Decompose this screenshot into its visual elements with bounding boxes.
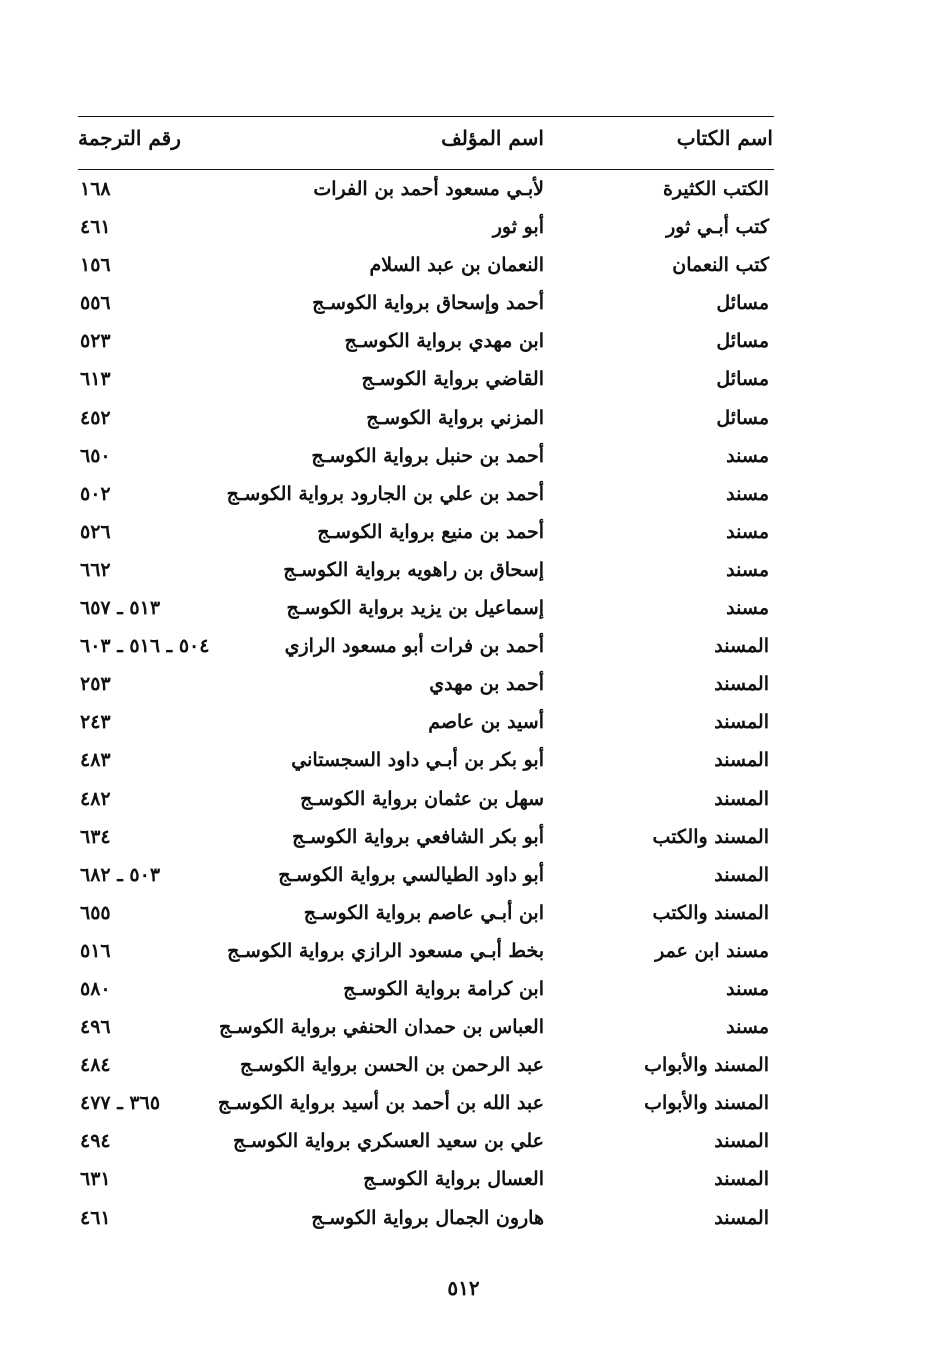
table-row	[0, 1207, 927, 1245]
table-row	[0, 521, 927, 559]
author-name-cell: أسيد بن عاصم	[428, 711, 544, 734]
translation-number-cell: ٦٥٠	[80, 444, 111, 467]
translation-number-cell: ٥٥٦	[80, 292, 111, 315]
book-name-cell: المسند	[714, 1168, 769, 1191]
table-row	[0, 292, 927, 330]
table-row	[0, 673, 927, 711]
book-name-cell: المسند والكتب	[652, 901, 769, 924]
table-row	[0, 216, 927, 254]
book-name-cell: المسند	[714, 635, 769, 658]
table-row	[0, 788, 927, 826]
translation-number-cell: ٥١٦	[80, 939, 111, 962]
book-name-cell: مسائل	[716, 368, 769, 391]
table-row	[0, 940, 927, 978]
translation-number-cell: ٤٩٦	[80, 1016, 111, 1039]
author-name-cell: أحمد بن حنبل برواية الكوسـج	[311, 444, 544, 467]
book-name-cell: المسند والأبواب	[644, 1092, 769, 1115]
translation-number-cell: ٢٤٣	[80, 711, 111, 734]
author-name-cell: ابن مهدي برواية الكوسـج	[344, 330, 544, 353]
table-row	[0, 978, 927, 1016]
translation-number-cell: ٦٣٤	[80, 825, 111, 848]
book-name-cell: المسند	[714, 863, 769, 886]
table-row	[0, 178, 927, 216]
translation-number-cell: ٤٨٢	[80, 787, 111, 810]
author-name-cell: العباس بن حمدان الحنفي برواية الكوسـج	[218, 1016, 544, 1039]
book-name-cell: مسائل	[716, 330, 769, 353]
header-translation-number: رقم الترجمة	[78, 126, 181, 150]
translation-number-cell: ٤٦١	[80, 1206, 111, 1229]
book-name-cell: المسند	[714, 749, 769, 772]
translation-number-cell: ٥٢٦	[80, 520, 111, 543]
translation-number-cell: ٤٨٣	[80, 749, 111, 772]
author-name-cell: أبو بكر الشافعي برواية الكوسـج	[292, 825, 544, 848]
table-row	[0, 254, 927, 292]
book-name-cell: مسند	[726, 597, 769, 620]
book-name-cell: كتب أبـي ثور	[666, 216, 769, 239]
author-name-cell: أبو ثور	[492, 216, 544, 239]
translation-number-cell: ٤٦١	[80, 216, 111, 239]
book-name-cell: مسند	[726, 1016, 769, 1039]
book-name-cell: المسند	[714, 787, 769, 810]
author-name-cell: بخط أبـي مسعود الرازي برواية الكوسـج	[227, 939, 544, 962]
page-number: ٥١٢	[447, 1276, 480, 1300]
book-name-cell: المسند	[714, 1130, 769, 1153]
book-name-cell: مسائل	[716, 292, 769, 315]
author-name-cell: علي بن سعيد العسكري برواية الكوسـج	[233, 1130, 544, 1153]
author-name-cell: إسحاق بن راهويه برواية الكوسـج	[283, 558, 544, 581]
table-row	[0, 407, 927, 445]
translation-number-cell: ٤٥٢	[80, 406, 111, 429]
author-name-cell: أحمد بن مهدي	[429, 673, 544, 696]
table-row	[0, 1016, 927, 1054]
book-name-cell: مسند	[726, 482, 769, 505]
author-name-cell: ابن كرامة برواية الكوسـج	[343, 977, 544, 1000]
table-row	[0, 826, 927, 864]
translation-number-cell: ١٦٨	[80, 178, 111, 200]
book-name-cell: مسائل	[716, 406, 769, 429]
table-row	[0, 1054, 927, 1092]
book-name-cell: المسند والكتب	[652, 825, 769, 848]
author-name-cell: عبد الله بن أحمد بن أسيد برواية الكوسـج	[217, 1092, 544, 1115]
table-row	[0, 749, 927, 787]
book-name-cell: المسند	[714, 673, 769, 696]
book-name-cell: مسند	[726, 520, 769, 543]
author-name-cell: أبو بكر بن أبـي داود السجستاني	[291, 749, 544, 772]
translation-number-cell: ٥٢٣	[80, 330, 111, 353]
table-row	[0, 559, 927, 597]
table-row	[0, 1168, 927, 1206]
book-name-cell: المسند	[714, 1206, 769, 1229]
translation-number-cell: ٥١٣ ـ ٦٥٧	[80, 597, 161, 620]
table-row	[0, 1130, 927, 1168]
translation-number-cell: ٥٠٤ ـ ٥١٦ ـ ٦٠٣	[80, 635, 210, 658]
author-name-cell: القاضي برواية الكوسـج	[361, 368, 544, 391]
translation-number-cell: ٢٥٣	[80, 673, 111, 696]
translation-number-cell: ٥٠٣ ـ ٦٨٢	[80, 863, 161, 886]
author-name-cell: العسال برواية الكوسـج	[363, 1168, 544, 1191]
top-rule	[78, 116, 774, 117]
author-name-cell: أحمد بن علي بن الجارود برواية الكوسـج	[226, 482, 544, 505]
header-rule	[78, 169, 774, 170]
translation-number-cell: ٦٣١	[80, 1168, 111, 1191]
book-name-cell: كتب النعمان	[672, 254, 769, 277]
book-name-cell: مسند	[726, 444, 769, 467]
author-name-cell: النعمان بن عبد السلام	[369, 254, 544, 277]
translation-number-cell: ٥٠٢	[80, 482, 111, 505]
author-name-cell: أحمد وإسحاق برواية الكوسـج	[312, 292, 544, 315]
table-row	[0, 902, 927, 940]
translation-number-cell: ٤٨٤	[80, 1054, 111, 1077]
author-name-cell: هارون الجمال برواية الكوسـج	[311, 1206, 544, 1229]
header-book-name: اسم الكتاب	[676, 126, 773, 150]
author-name-cell: أحمد بن فرات أبو مسعود الرازي	[284, 635, 544, 658]
table-row	[0, 1092, 927, 1130]
author-name-cell: أبو داود الطيالسي برواية الكوسـج	[278, 863, 544, 886]
book-name-cell: مسند	[726, 558, 769, 581]
header-author-name: اسم المؤلف	[441, 126, 544, 150]
translation-number-cell: ٤٩٤	[80, 1130, 111, 1153]
author-name-cell: سهل بن عثمان برواية الكوسـج	[300, 787, 544, 810]
translation-number-cell: ٦٦٢	[80, 558, 111, 581]
table-row	[0, 330, 927, 368]
book-name-cell: مسند ابن عمر	[655, 939, 769, 962]
book-name-cell: المسند والأبواب	[644, 1054, 769, 1077]
table-row	[0, 483, 927, 521]
author-name-cell: ابن أبـي عاصم برواية الكوسـج	[303, 901, 544, 924]
book-name-cell: المسند	[714, 711, 769, 734]
translation-number-cell: ٦١٣	[80, 368, 111, 391]
table-row	[0, 445, 927, 483]
table-row	[0, 635, 927, 673]
index-table	[0, 178, 927, 1245]
translation-number-cell: ٥٨٠	[80, 977, 111, 1000]
book-name-cell: مسند	[726, 977, 769, 1000]
table-row	[0, 864, 927, 902]
author-name-cell: لأبـي مسعود أحمد بن الفرات	[313, 178, 544, 200]
table-row	[0, 368, 927, 406]
translation-number-cell: ١٥٦	[80, 254, 111, 277]
author-name-cell: أحمد بن منيع برواية الكوسـج	[317, 520, 544, 543]
translation-number-cell: ٣٦٥ ـ ٤٧٧	[80, 1092, 161, 1115]
table-row	[0, 597, 927, 635]
author-name-cell: المزني برواية الكوسـج	[366, 406, 544, 429]
author-name-cell: إسماعيل بن يزيد برواية الكوسـج	[286, 597, 544, 620]
book-name-cell: الكتب الكثيرة	[662, 178, 769, 200]
translation-number-cell: ٦٥٥	[80, 901, 111, 924]
table-row	[0, 711, 927, 749]
author-name-cell: عبد الرحمن بن الحسن برواية الكوسـج	[239, 1054, 544, 1077]
